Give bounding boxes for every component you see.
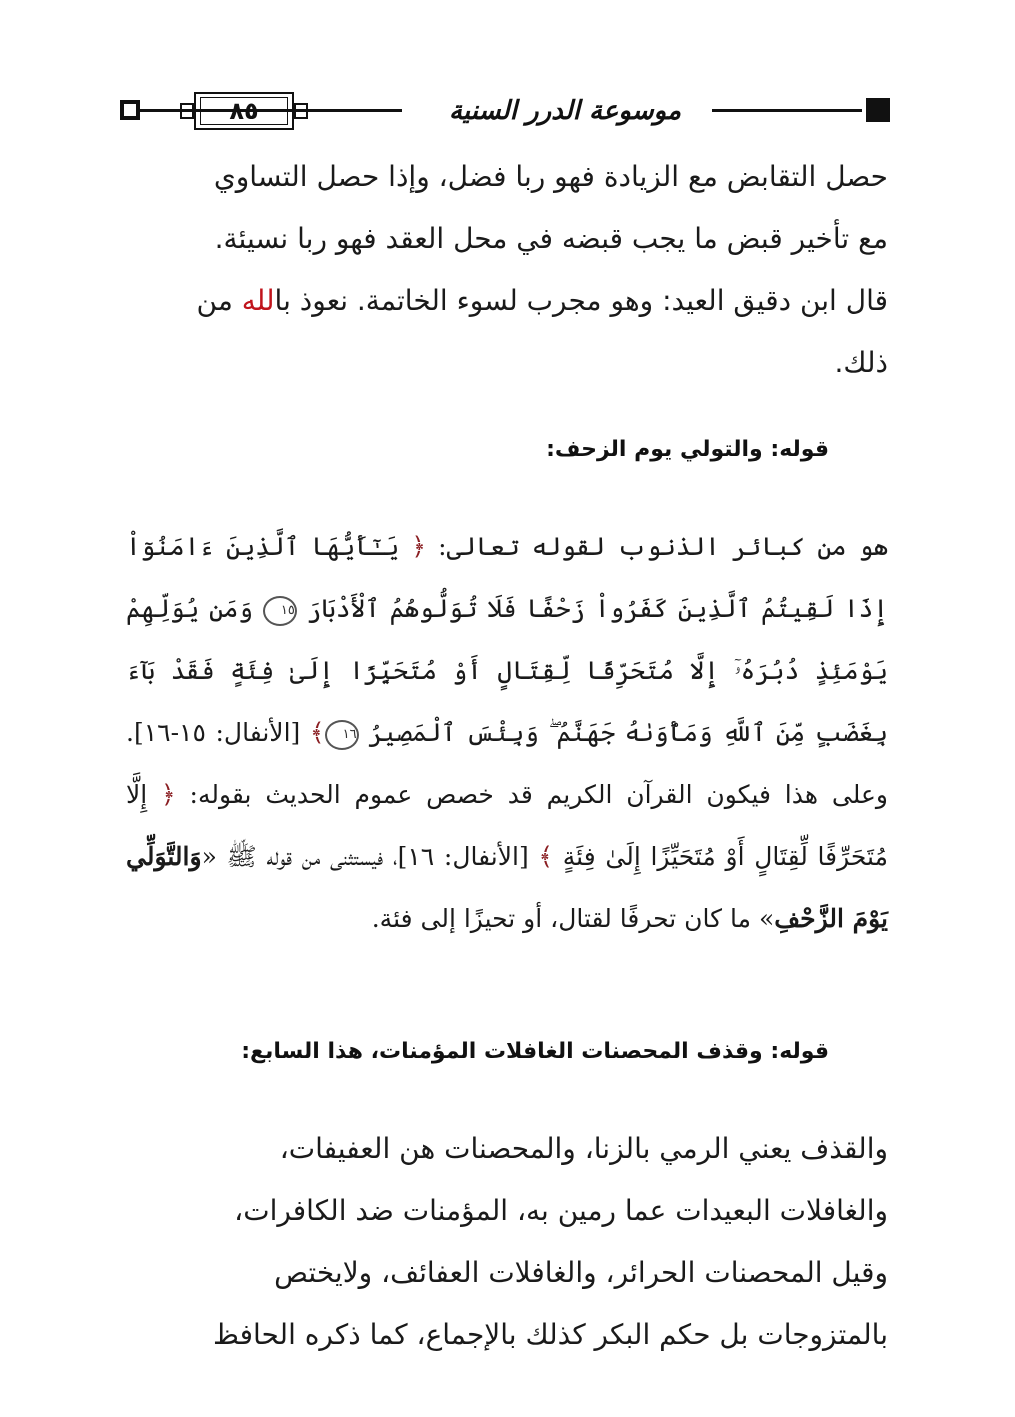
quran-verse: يَـٰٓأَيُّهَا ٱلَّذِينَ ءَامَنُوٓاْ إِذَا لَقِيتُمُ ٱلَّذِينَ كَفَرُواْ زَحْفًا فَلَا تُوَلُّوهُمُ ٱلْأَدْبَارَ [126,532,888,623]
ornament-knot-icon [294,103,308,119]
text-fragment: ما كان تحرفًا لقتال، أو تحيزًا إلى فئة. [371,904,759,933]
heading-text: وقذف المحصنات الغافلات المؤمنات، هذا السابع: [241,1039,771,1064]
section-heading-slander [241,1032,829,1072]
quote-mark: » [758,904,775,933]
quran-bracket-open-icon: ﴿ [411,532,427,561]
header-rule-right [712,109,862,112]
quote-mark: « [201,842,217,871]
ayah-number-marker: ١٦ [325,720,359,750]
divine-name-highlight: لله [241,284,275,317]
hadith-text: وَالتَّوَلِّي يَوْمَ الزَّحْفِ [126,842,888,933]
text-line: حصل التقابض مع الزيادة فهو ربا فضل، وإذا حصل التساوي [213,160,888,193]
quran-bracket-close-icon: ﴾ [538,842,554,871]
square-filled-icon [866,98,890,122]
quran-bracket-open-icon: ﴿ [161,780,176,809]
text-line: ذلك. [834,346,888,379]
text-line: والغافلات البعيدات عما رمين به، المؤمنات ضد الكافرات، [234,1194,888,1227]
text-line [197,284,888,317]
heading-text: والتولي يوم الزحف: [546,437,771,462]
quran-verse: إِلَّا مُتَحَرِّفًا لِّقِتَالٍ أَوْ مُتَحَيِّزًا إِلَىٰ فِئَةٍ [126,780,888,871]
page-number: ٨٥ [229,97,259,125]
text-fragment: هو من كبائر الذنوب لقوله تعالى: [426,532,888,561]
text-line: وقيل المحصنات الحرائر، والغافلات العفائف، ولايختص [274,1256,888,1289]
paragraph-slander [126,1118,888,1366]
text-fragment: قال ابن دقيق العيد: وهو مجرب لسوء الخاتمة. نعوذ با [274,284,888,317]
book-title-calligraphy: موسوعة الدرر السنية [448,96,681,126]
paragraph-riba [126,146,888,394]
page-header [120,88,890,134]
quran-verse: وَمَن يُوَلِّهِمْ يَوْمَئِذٍ دُبُرَهُۥٓ إِلَّا مُتَحَرِّفًا لِّقِتَالٍ أَوْ مُتَحَيِّزًا إِلَىٰ فِئَةٍ فَقَدْ بَآءَ بِغَضَبٍ مِّنَ ٱللَّهِ وَمَأْوَىٰهُ جَهَنَّمُ ۖ وَبِئْسَ ٱلْمَصِيرُ [126,594,888,747]
page-number-frame [180,92,308,130]
text-fragment: [الأنفال: ١٥-١٦]. وعلى هذا فيكون القرآن الكريم قد خصص عموم الحديث بقوله: [126,718,888,809]
text-line: والقذف يعني الرمي بالزنا، والمحصنات هن العفيفات، [279,1132,888,1165]
quran-bracket-close-icon: ﴾ [309,718,325,747]
text-fragment: [الأنفال: ١٦]، فيستثنى من قوله ﷺ [216,842,539,871]
text-line: بالمتزوجات بل حكم البكر كذلك بالإجماع، كما ذكره الحافظ [212,1318,888,1351]
heading-label: قوله: [770,437,829,462]
paragraph-fleeing [126,516,888,950]
text-line: مع تأخير قبض ما يجب قبضه في محل العقد فهو ربا نسيئة. [214,222,888,255]
ayah-number-marker: ١٥ [263,596,297,626]
text-fragment: من [196,284,242,317]
heading-label: قوله: [770,1039,829,1064]
square-outline-icon [120,100,140,120]
section-heading-fleeing [546,430,829,470]
ornament-knot-icon [180,103,194,119]
